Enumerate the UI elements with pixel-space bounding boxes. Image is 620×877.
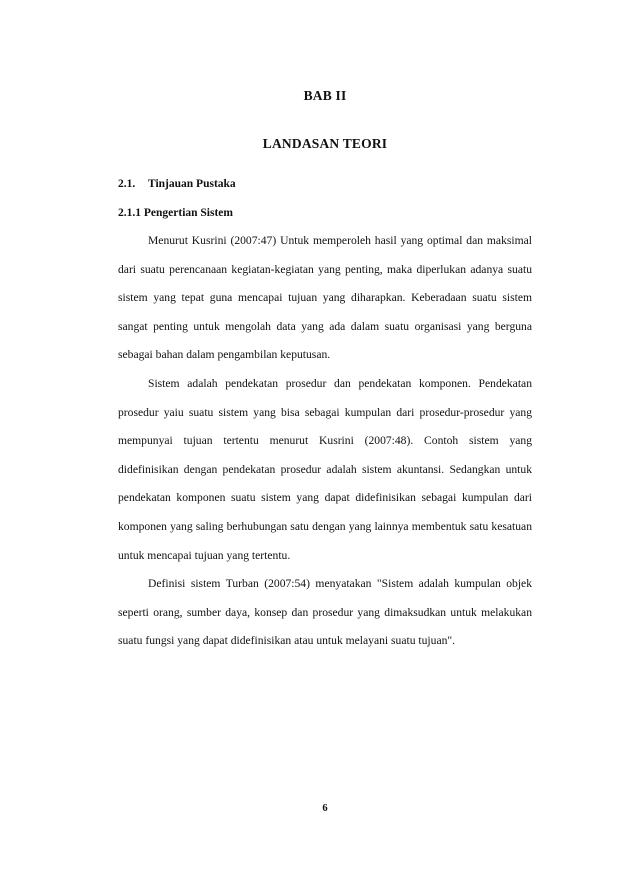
section-heading (118, 178, 236, 190)
subsection-heading: 2.1.1 Pengertian Sistem (118, 207, 233, 219)
paragraph: Definisi sistem Turban (2007:54) menyatakan "Sistem adalah kumpulan objek seperti orang, sumber daya, konsep dan prosedur yang dimaksudkan untuk melakukan suatu fungsi yang dapat didefinisikan atau untuk melayani suatu tujuan". (118, 577, 532, 648)
paragraph: Menurut Kusrini (2007:47) Untuk memperoleh hasil yang optimal dan maksimal dari suatu perencanaan kegiatan-kegiatan yang penting, maka diperlukan adanya suatu sistem yang tepat guna mencapai tujuan yang diharapkan. Keberadaan suatu sistem sangat penting untuk mengolah data yang ada dalam suatu organisasi yang berguna sebagai bahan dalam pengambilan keputusan. (118, 234, 532, 362)
paragraph-2-block (118, 370, 532, 570)
paragraph-3-block (118, 570, 532, 656)
section-title: Tinjauan Pustaka (148, 178, 236, 190)
paragraph-1-block (118, 227, 532, 370)
paragraph: Sistem adalah pendekatan prosedur dan pendekatan komponen. Pendekatan prosedur yaiu suatu sistem yang bisa sebagai kumpulan dari prosedur-prosedur yang mempunyai tujuan tertentu menurut Kusrini (2007:48). Contoh sistem yang didefinisikan dengan pendekatan prosedur adalah sistem akuntansi. Sedangkan untuk pendekatan komponen suatu sistem yang dapat didefinisikan sebagai kumpulan dari komponen yang saling berhubungan satu dengan yang lainnya membentuk satu kesatuan untuk mencapai tujuan yang tertentu. (118, 377, 532, 562)
chapter-number: BAB II (303, 88, 347, 103)
chapter-title: LANDASAN TEORI (262, 136, 388, 151)
section-number: 2.1. (118, 178, 136, 190)
page-number: 6 (322, 803, 328, 814)
